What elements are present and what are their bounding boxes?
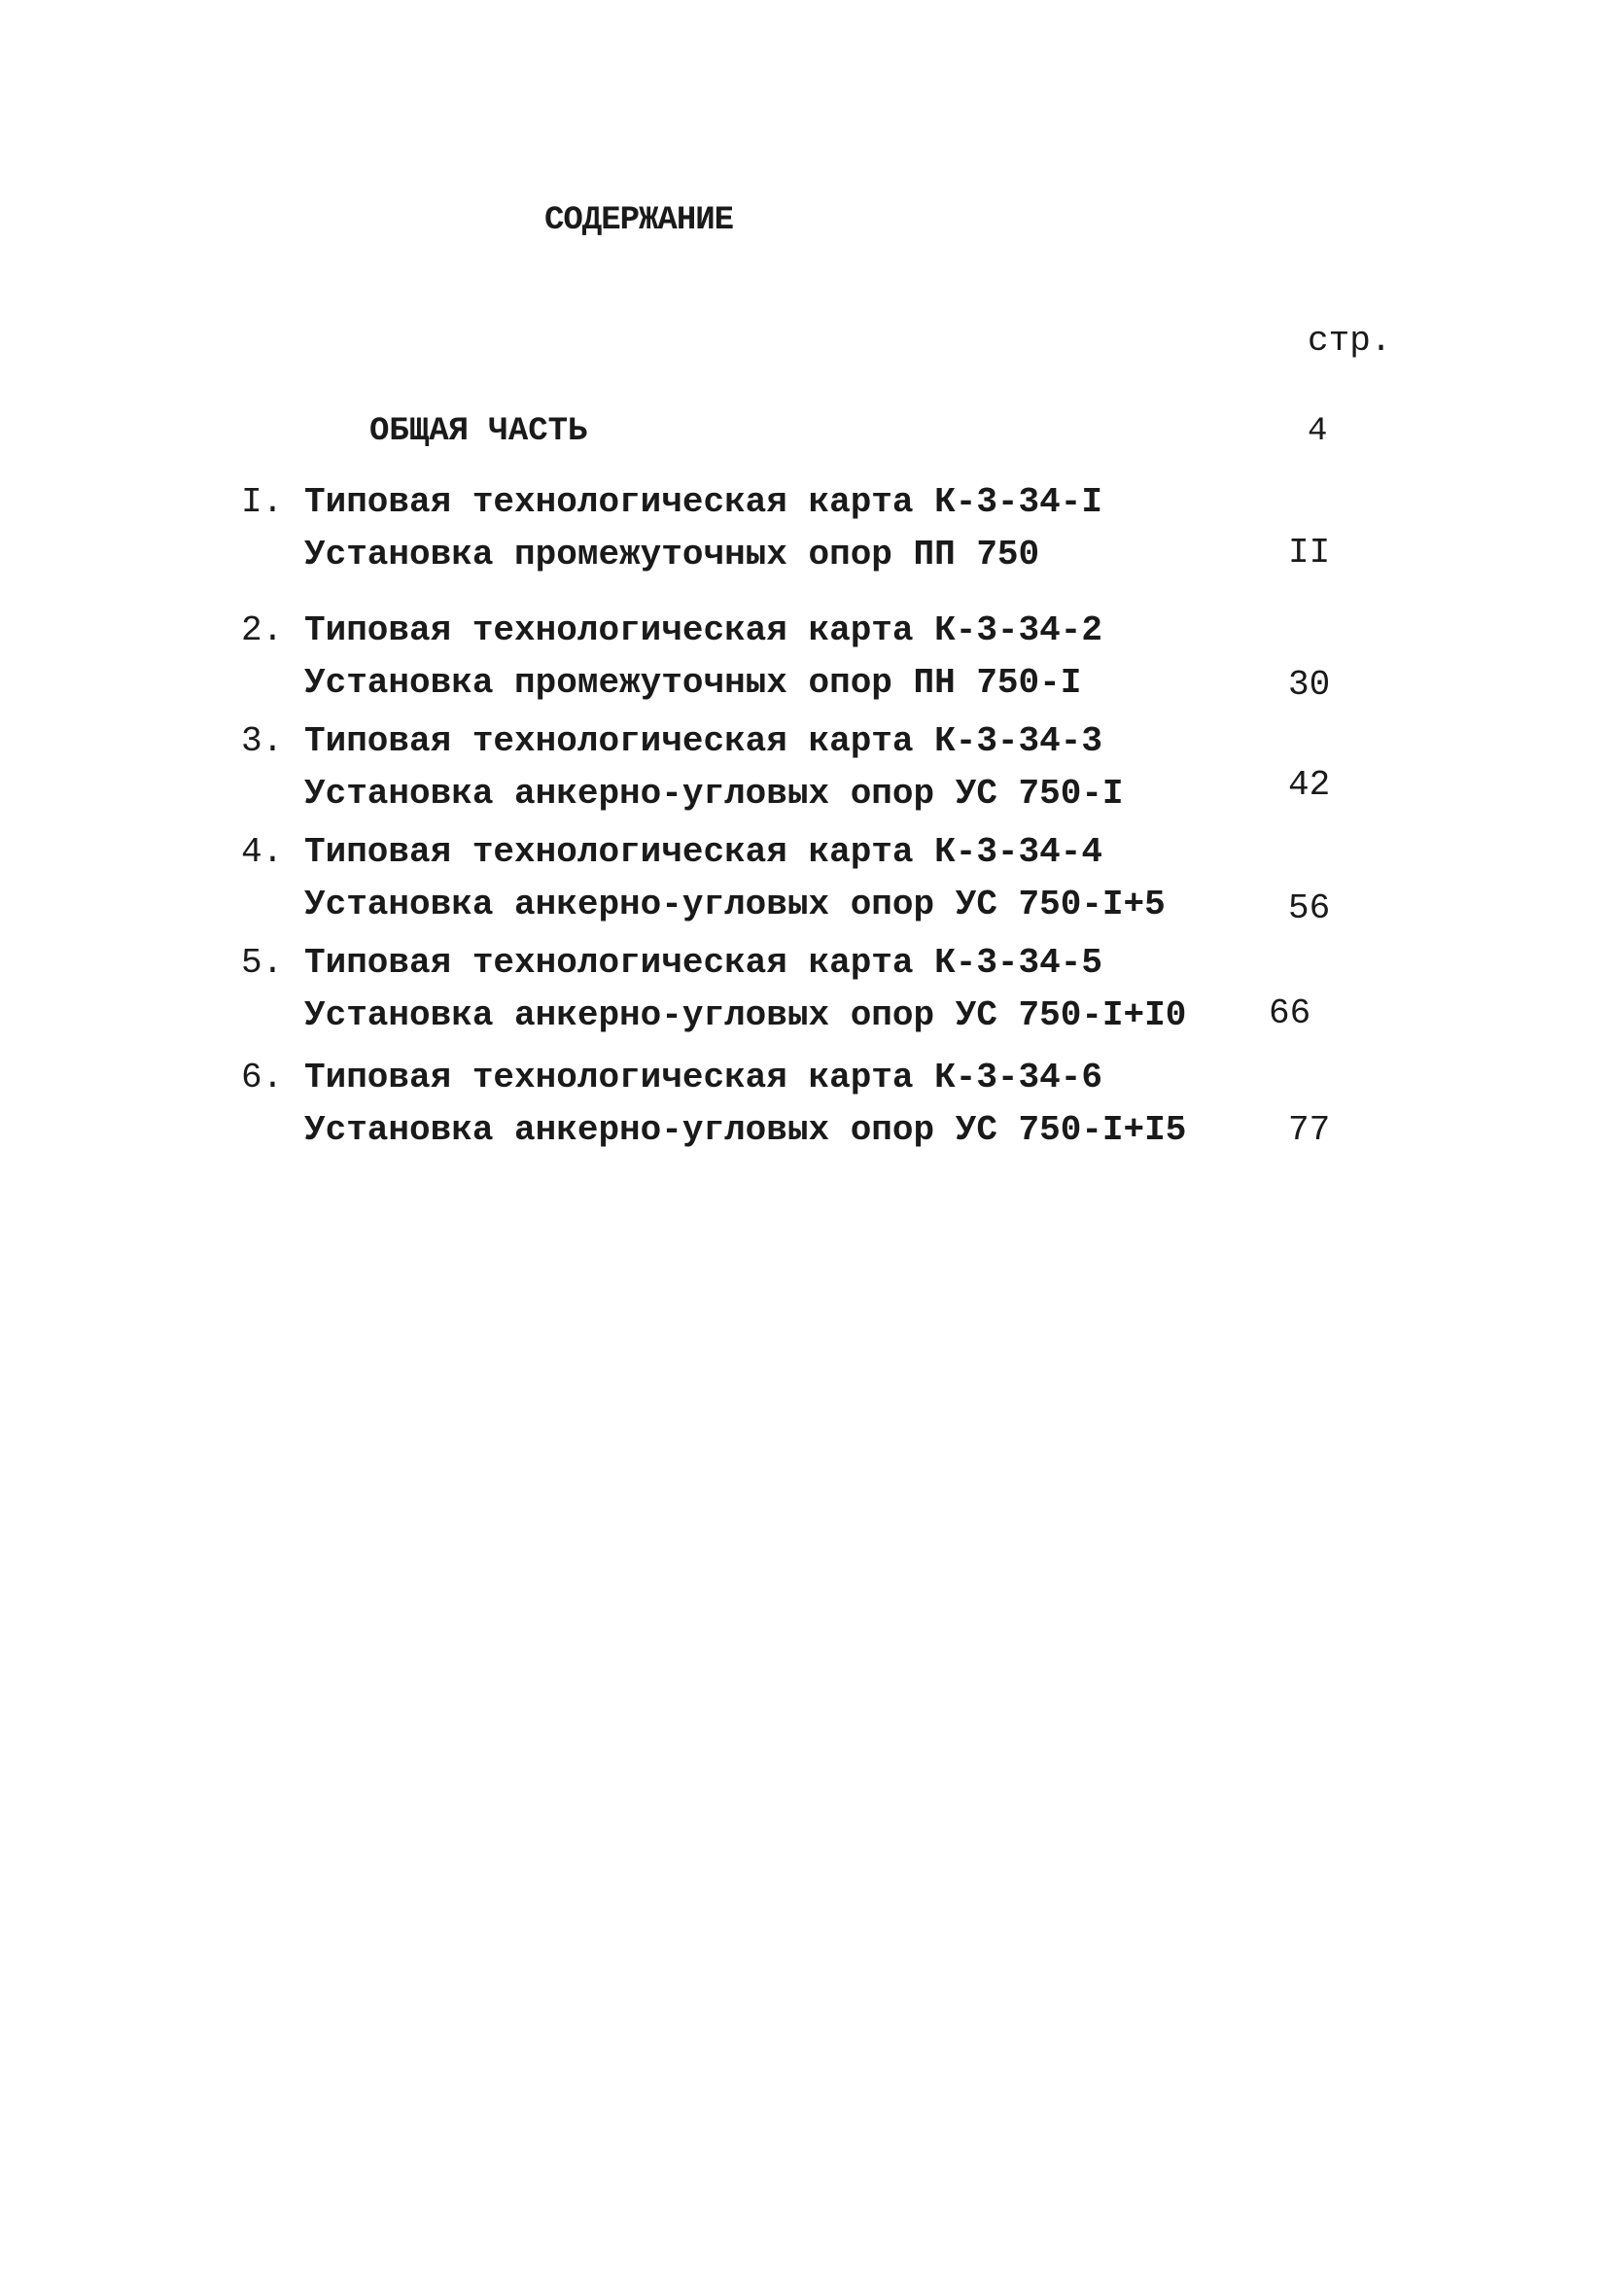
entry-page: 66 <box>1269 993 1311 1033</box>
entry-title: Типовая технологическая карта К-3-34-6 <box>304 1058 1102 1097</box>
entry-page: 56 <box>1288 888 1331 928</box>
entry-title: Типовая технологическая карта К-3-34-2 <box>304 610 1102 650</box>
entry-subtitle: Установка анкерно-угловых опор УС 750-I+5 <box>304 885 1166 924</box>
entry-subtitle: Установка промежуточных опор ПП 750 <box>304 535 1040 574</box>
entry-title: Типовая технологическая карта К-3-34-I <box>304 482 1102 522</box>
page-column-label: стр. <box>1308 321 1392 361</box>
entry-number: 6. <box>241 1058 284 1097</box>
page-title: СОДЕРЖАНИЕ <box>544 202 734 239</box>
entry-page: 77 <box>1288 1110 1331 1150</box>
entry-subtitle: Установка анкерно-угловых опор УС 750-I+I0 <box>304 995 1187 1035</box>
entry-number: I. <box>241 482 284 522</box>
entry-page: 30 <box>1288 665 1331 705</box>
entry-title: Типовая технологическая карта К-3-34-4 <box>304 832 1102 872</box>
entry-number: 2. <box>241 610 284 650</box>
entry-page: 42 <box>1288 765 1331 805</box>
entry-page: II <box>1288 533 1331 573</box>
general-section-page: 4 <box>1308 413 1328 450</box>
entry-subtitle: Установка анкерно-угловых опор УС 750-I <box>304 774 1124 814</box>
entry-number: 4. <box>241 832 284 872</box>
entry-title: Типовая технологическая карта К-3-34-3 <box>304 721 1102 761</box>
general-section-label: ОБЩАЯ ЧАСТЬ <box>369 413 588 450</box>
entry-number: 5. <box>241 943 284 983</box>
entry-title: Типовая технологическая карта К-3-34-5 <box>304 943 1102 983</box>
entry-number: 3. <box>241 721 284 761</box>
entry-subtitle: Установка промежуточных опор ПН 750-I <box>304 663 1082 703</box>
entry-subtitle: Установка анкерно-угловых опор УС 750-I+I5 <box>304 1110 1187 1150</box>
